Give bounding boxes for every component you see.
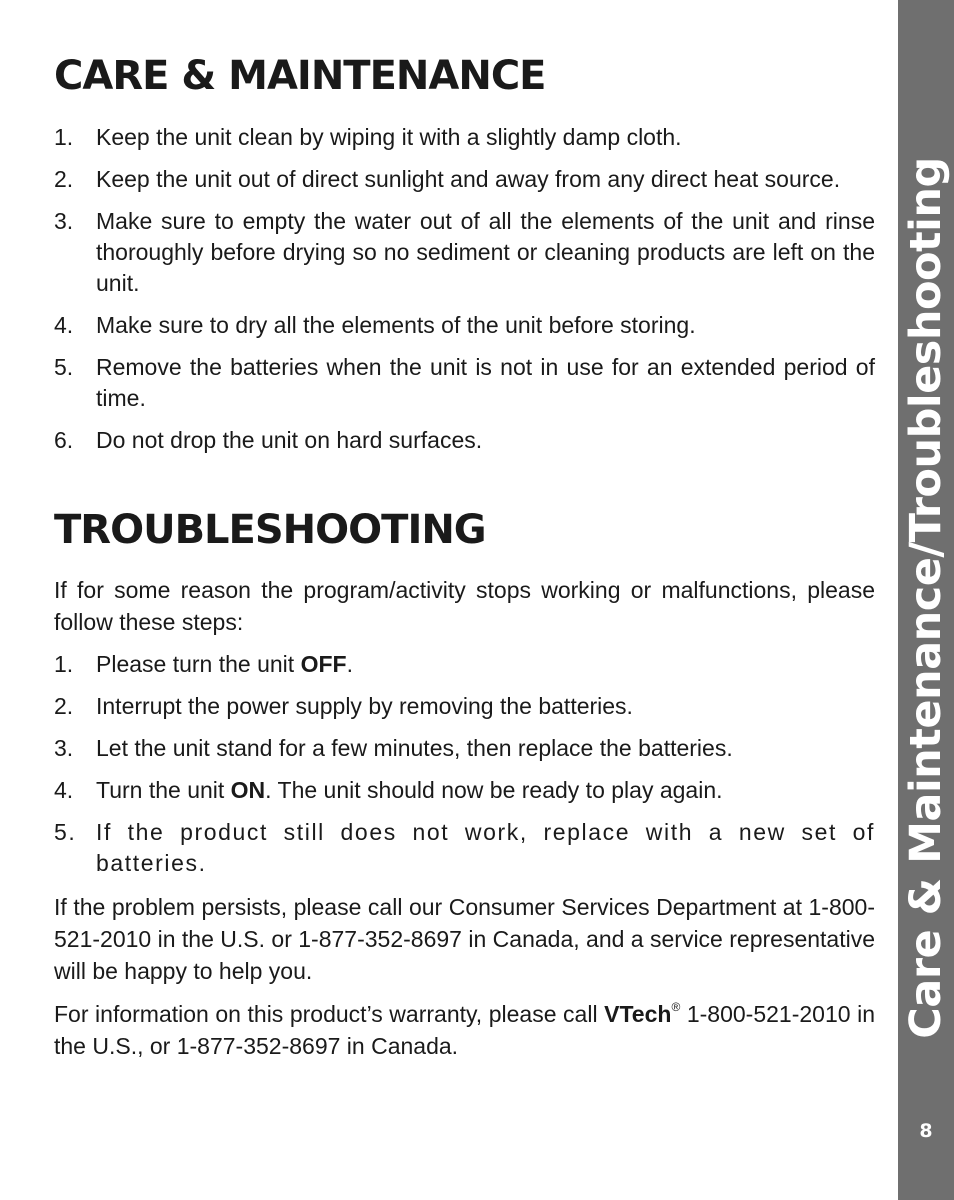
step-number: 5. [54, 819, 77, 845]
vtech-brand: VTech [604, 1001, 672, 1027]
troubleshooting-step-2 [54, 691, 875, 722]
care-item-number: 2. [54, 166, 74, 192]
troubleshooting-step-1 [54, 649, 875, 680]
step-text: Turn the unit [96, 777, 231, 803]
care-item-number: 4. [54, 312, 74, 338]
step-text: If the product still does not work, replace with a new set of batteries. [96, 819, 875, 876]
care-item-text: Keep the unit out of direct sunlight and away from any direct heat source. [96, 166, 841, 192]
page-content [54, 52, 875, 1073]
registered-mark: ® [671, 1000, 681, 1014]
step-number: 3. [54, 735, 74, 761]
page-number: 8 [919, 1120, 933, 1142]
troubleshooting-intro: If for some reason the program/activity stops working or malfunctions, please follow these steps: [54, 577, 875, 635]
warranty-paragraph [54, 998, 875, 1062]
on-emphasis: ON [230, 777, 266, 803]
warranty-text-end: 1-800-521-2010 in the U.S., or 1-877-352-8697 in Canada. [54, 1001, 875, 1059]
care-item-6 [54, 425, 875, 456]
care-item-number: 3. [54, 208, 74, 234]
care-item-number: 5. [54, 354, 74, 380]
care-item-text: Make sure to dry all the elements of the unit before storing. [96, 312, 696, 338]
step-number: 1. [54, 651, 74, 677]
care-item-text: Keep the unit clean by wiping it with a slightly damp cloth. [96, 124, 682, 150]
troubleshooting-step-4 [54, 775, 875, 806]
step-text-end: . [346, 651, 353, 677]
troubleshooting-step-5 [54, 817, 875, 879]
troubleshooting-heading: TROUBLESHOOTING [54, 507, 486, 553]
step-text: Please turn the unit [96, 651, 301, 677]
consumer-services-paragraph: If the problem persists, please call our Consumer Services Department at 1-800-521-2010 in the U.S. or 1-877-352-8697 in Canada, and a service representative will be happy to help you. [54, 894, 875, 984]
section-sidebar [898, 0, 954, 1200]
troubleshooting-step-3 [54, 733, 875, 764]
care-item-5 [54, 352, 875, 414]
care-item-2 [54, 164, 875, 195]
care-item-number: 6. [54, 427, 74, 453]
step-text-end: . The unit should now be ready to play again. [265, 777, 723, 803]
care-item-text: Do not drop the unit on hard surfaces. [96, 427, 483, 453]
step-text: Interrupt the power supply by removing the batteries. [96, 693, 633, 719]
care-item-text: Remove the batteries when the unit is not in use for an extended period of time. [96, 354, 875, 411]
care-maintenance-heading: CARE & MAINTENANCE [54, 53, 546, 99]
care-item-text: Make sure to empty the water out of all the elements of the unit and rinse thoroughly before drying so no sediment or cleaning products are left on the unit. [96, 208, 875, 296]
care-item-3 [54, 206, 875, 299]
care-item-number: 1. [54, 124, 74, 150]
off-emphasis: OFF [300, 651, 347, 677]
care-list [54, 122, 875, 456]
sidebar-section-title: Care & Maintenance/Troubleshooting [901, 157, 951, 1039]
step-number: 2. [54, 693, 74, 719]
step-text: Let the unit stand for a few minutes, then replace the batteries. [96, 735, 733, 761]
step-number: 4. [54, 777, 74, 803]
warranty-text: For information on this product’s warranty, please call [54, 1001, 605, 1027]
care-item-4 [54, 310, 875, 341]
care-item-1 [54, 122, 875, 153]
troubleshooting-steps [54, 649, 875, 879]
